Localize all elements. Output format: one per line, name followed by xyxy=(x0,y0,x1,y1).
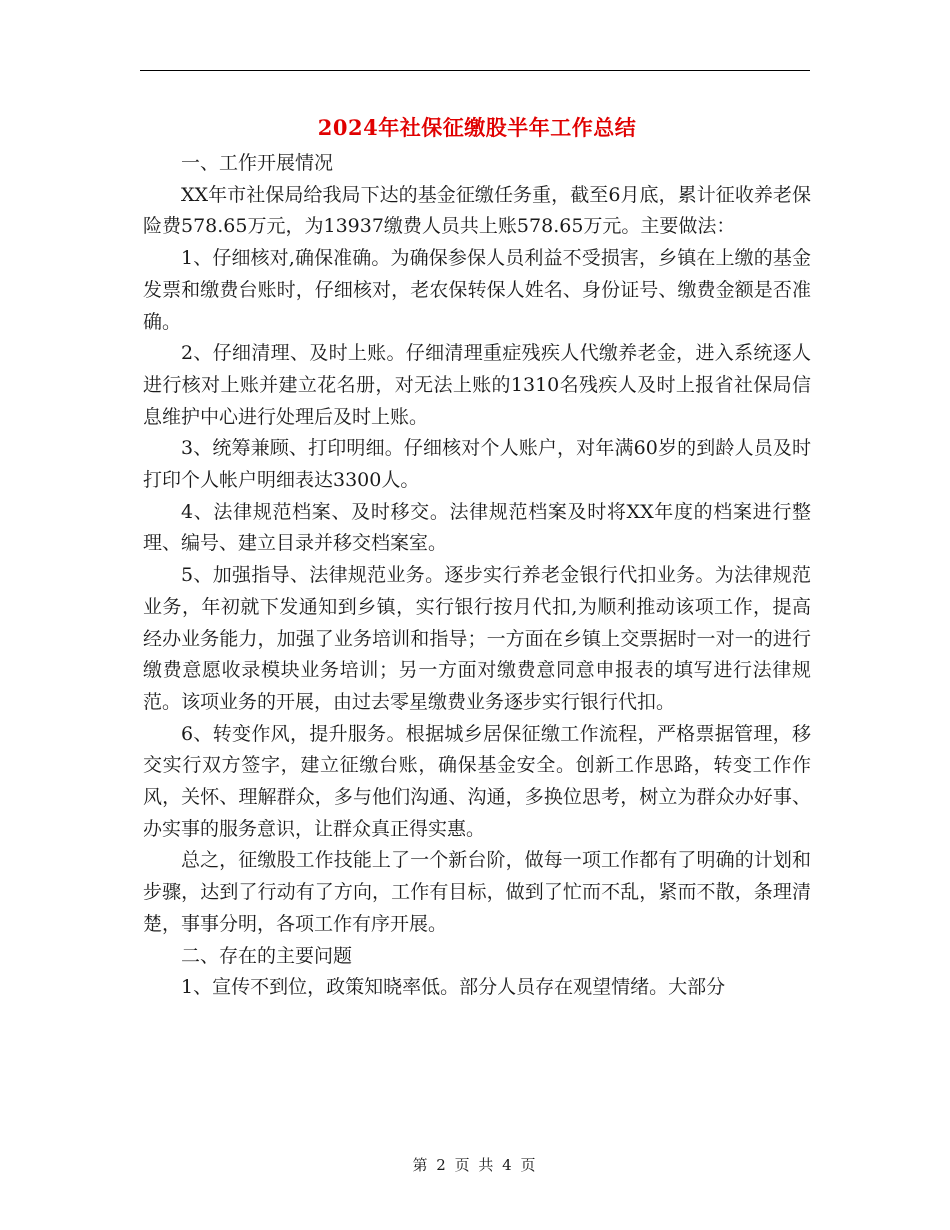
document-body xyxy=(143,108,811,1004)
paragraph-item-6: 6、转变作风，提升服务。根据城乡居保征缴工作流程，严格票据管理，移交实行双方签字，建立征缴台账，确保基金安全。创新工作思路，转变工作作风，关怀、理解群众，多与他们沟通、沟通，多换位思考，树立为群众办好事、办实事的服务意识，让群众真正得实惠。 xyxy=(143,722,811,840)
header-rule xyxy=(140,70,810,71)
paragraph-item-3: 3、统筹兼顾、打印明细。仔细核对个人账户，对年满60岁的到龄人员及时打印个人帐户明细表达3300人。 xyxy=(143,437,811,492)
paragraph-item-1: 1、仔细核对,确保准确。为确保参保人员利益不受损害，乡镇在上缴的基金发票和缴费台账时，仔细核对，老农保转保人姓名、身份证号、缴费金额是否准确。 xyxy=(143,247,811,333)
section-heading-1: 一、工作开展情况 xyxy=(181,152,334,174)
paragraph-item-5: 5、加强指导、法律规范业务。逐步实行养老金银行代扣业务。为法律规范业务，年初就下发通知到乡镇，实行银行按月代扣,为顺利推动该项工作，提高经办业务能力，加强了业务培训和指导；一方面在乡镇上交票据时一对一的进行缴费意愿收录模块业务培训；另一方面对缴费意同意申报表的填写进行法律规范。该项业务的开展，由过去零星缴费业务逐步实行银行代扣。 xyxy=(143,564,811,713)
page-footer: 第 2 页 共 4 页 xyxy=(412,1156,538,1174)
paragraph-item-4: 4、法律规范档案、及时移交。法律规范档案及时将XX年度的档案进行整理、编号、建立目录并移交档案室。 xyxy=(143,500,811,555)
paragraph-conclusion: 总之，征缴股工作技能上了一个新台阶，做每一项工作都有了明确的计划和步骤，达到了行动有了方向，工作有目标，做到了忙而不乱，紧而不散，条理清楚，事事分明，各项工作有序开展。 xyxy=(143,849,811,935)
document-title: 2024年社保征缴股半年工作总结 xyxy=(317,115,637,140)
section-heading-2: 二、存在的主要问题 xyxy=(181,944,353,967)
paragraph-problem-1: 1、宣传不到位，政策知晓率低。部分人员存在观望情绪。大部分 xyxy=(181,976,726,999)
paragraph-summary: XX年市社保局给我局下达的基金征缴任务重，截至6月底，累计征收养老保险费578.65万元，为13937缴费人员共上账578.65万元。主要做法： xyxy=(143,183,811,238)
paragraph-item-2: 2、仔细清理、及时上账。仔细清理重症残疾人代缴养老金，进入系统逐人进行核对上账并建立花名册，对无法上账的1310名残疾人及时上报省社保局信息维护中心进行处理后及时上账。 xyxy=(143,342,811,428)
